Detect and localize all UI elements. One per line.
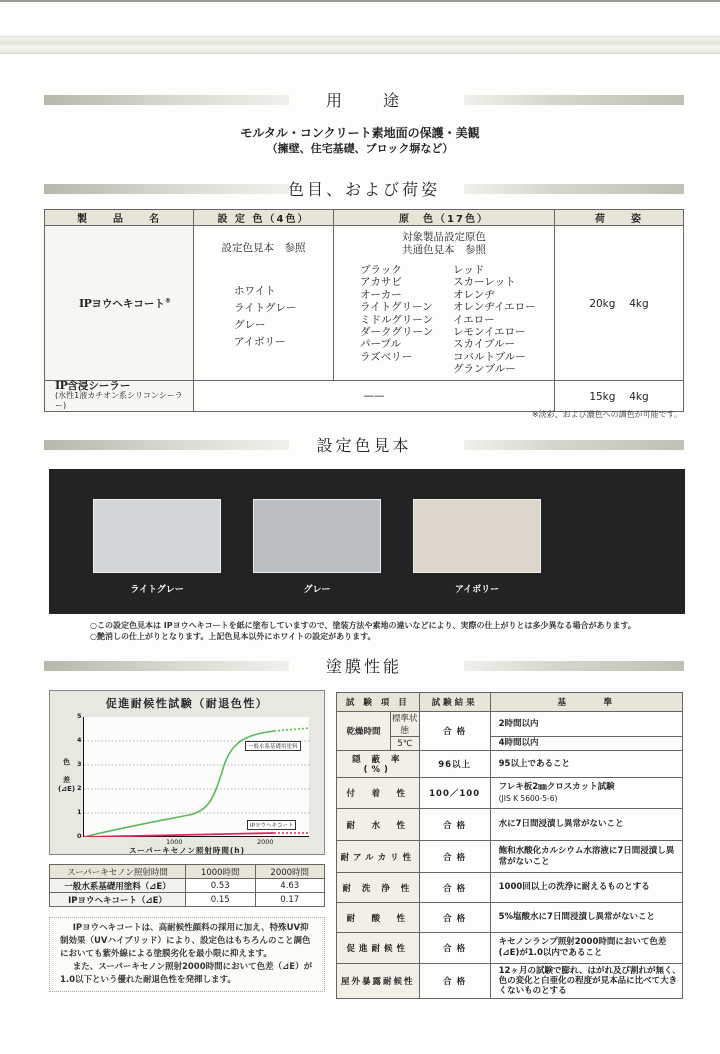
swatch-label: アイボリー: [454, 585, 500, 595]
base-ref-1: 対象製品設定原色: [402, 231, 486, 243]
table-row: [50, 879, 325, 893]
use-description: モルタル・コンクリート素地面の保護・美観: [240, 126, 480, 140]
swatch-light-gray: [93, 499, 221, 573]
test-result: 合 格: [419, 712, 490, 751]
table-row: [337, 964, 683, 999]
y-tick: 4: [77, 736, 82, 744]
base-color: オレンヂ: [453, 288, 495, 301]
packaging: 15kg 4kg: [555, 381, 684, 412]
col-header: 荷 姿: [555, 210, 684, 226]
section-title: 用 途: [325, 91, 402, 110]
product-name-text: ヨウヘキコート: [91, 297, 165, 310]
table-row: [45, 381, 684, 412]
swatch-gray: [253, 499, 381, 573]
table-row: [337, 778, 683, 809]
table-row: [337, 712, 683, 737]
table-row: [337, 903, 683, 933]
table-row: [45, 226, 684, 381]
test-result: 合 格: [419, 933, 490, 964]
section-header-swatches: [44, 435, 684, 455]
section-title: 設定色見本: [316, 436, 412, 455]
cell-value: 4.63: [255, 879, 325, 893]
y-tick: 3: [77, 760, 82, 768]
table-row: [337, 841, 683, 873]
table-row: [337, 751, 683, 778]
test-item: 耐 洗 浄 性: [337, 873, 420, 903]
test-subitem: 標準状態: [391, 712, 420, 737]
test-standard: [490, 778, 682, 809]
base-color: スカイブルー: [453, 338, 515, 351]
top-band: [0, 36, 720, 54]
x-axis-label: スーパーキセノン照射時間(h): [128, 846, 246, 855]
ip-logo: IP: [79, 296, 92, 310]
base-color: ミドルグリーン: [360, 313, 434, 326]
use-examples: （擁壁、住宅基礎、ブロック塀など）: [266, 142, 454, 155]
test-item: 乾燥時間: [337, 712, 391, 751]
base-color: イエロー: [453, 313, 495, 326]
chart-title: 促進耐候性試験（耐退色性）: [105, 697, 269, 710]
test-standard: 2時間以内: [490, 712, 682, 737]
performance-table: [336, 692, 683, 999]
product-name: [45, 226, 194, 381]
base-color: レッド: [453, 264, 485, 276]
plot-area: [83, 717, 309, 837]
test-item: 隠 蔽 率 (%): [337, 751, 420, 778]
registered-mark: ®: [164, 297, 171, 304]
base-color: オレンヂイエロー: [453, 301, 536, 314]
swatch-note: ○この設定色見本は IPヨウヘキコートを紙に塗布していますので、塗装方法や素地の違いなどにより、実際の仕上がりとは多少異なる場合があります。: [90, 621, 636, 630]
test-result: 合 格: [419, 841, 490, 873]
test-standard: 5%塩酸水に7日間浸漬し異常がないこと: [490, 903, 682, 933]
test-result: 合 格: [419, 809, 490, 841]
y-tick: 2: [77, 784, 82, 792]
base-color: ライトグリーン: [360, 301, 433, 314]
section-header-performance: [44, 656, 684, 676]
weathering-chart: [49, 690, 325, 855]
base-ref-2: 共通色見本 参照: [402, 244, 486, 256]
swatch-panel: [49, 469, 685, 614]
x-tick: 1000: [166, 838, 183, 846]
legend-general-paint: 一般水系基礎用塗料: [245, 741, 301, 751]
col-header: 1000時間: [186, 865, 256, 879]
base-color: ブラック: [360, 264, 402, 276]
standard-line: フレキ板2㎜クロスカット試験: [498, 782, 615, 792]
col-header: 設 定 色（4色）: [194, 210, 334, 226]
set-color-ref: 設定色見本 参照: [221, 242, 306, 254]
col-header: 製 品 名: [45, 210, 194, 226]
table-row: [50, 893, 325, 907]
y-tick: 5: [77, 712, 82, 720]
product-table: [44, 209, 684, 412]
base-color: スカーレット: [453, 276, 516, 289]
y-tick: 0: [77, 832, 82, 840]
section-header-use: [44, 90, 684, 110]
col-header: 原 色（17色）: [334, 210, 555, 226]
base-color: オーカー: [360, 288, 402, 301]
base-color: パープル: [360, 338, 402, 351]
swatch-notes: [90, 620, 636, 642]
table-row: [337, 873, 683, 903]
col-header: 試験結果: [419, 693, 490, 712]
packaging: 20kg 4kg: [555, 226, 684, 381]
base-color: コバルトブルー: [453, 350, 526, 363]
base-color: レモンイエロー: [453, 326, 526, 339]
test-item: 付 着 性: [337, 778, 420, 809]
base-color: ダークグリーン: [360, 326, 434, 339]
color-footnote: ※淡彩、および濃色への調色が可能です。: [531, 410, 682, 419]
test-result: 96以上: [419, 751, 490, 778]
base-color: ラズベリー: [360, 350, 413, 363]
standard-line: (JIS K 5600-5-6): [498, 794, 558, 803]
product-name: [45, 381, 194, 412]
cell-value: 0.17: [255, 893, 325, 907]
description-paragraph: IPヨウヘキコートは、高耐候性顔料の採用に加え、特殊UV抑制効果（UVハイブリッド）により、設定色はもちろんのこと調色においても紫外線による塗膜劣化を最小限に抑えます。: [60, 923, 311, 959]
test-subitem: 5℃: [391, 737, 420, 751]
chart-lines: [84, 717, 310, 837]
test-item: 耐 水 性: [337, 809, 420, 841]
test-item: 耐アルカリ性: [337, 841, 420, 873]
y-tick: 1: [77, 808, 82, 816]
product-name-text: 含浸シーラー: [67, 380, 131, 392]
section-title: 塗膜性能: [325, 657, 402, 676]
test-result: 合 格: [419, 873, 490, 903]
base-color: アカサビ: [360, 276, 402, 289]
swatch-label: グレー: [303, 585, 331, 595]
test-item: 耐 酸 性: [337, 903, 420, 933]
description-box: [49, 917, 325, 992]
delta-e-table: [49, 864, 325, 907]
set-color-item: ライトグレー: [234, 302, 297, 314]
set-color-item: グレー: [234, 319, 266, 331]
row-label: IPヨウヘキコート（⊿E）: [50, 893, 186, 907]
set-colors-cell: [194, 226, 334, 381]
swatch-label: ライトグレー: [130, 585, 184, 595]
test-standard: 飽和水酸化カルシウム水溶液に7日間浸漬し異常がないこと: [490, 841, 682, 873]
test-standard: 4時間以内: [490, 737, 682, 751]
set-color-item: ホワイト: [234, 285, 276, 297]
test-standard: 12ヶ月の試験で膨れ、はがれ及び割れが無く、色の変化と白亜化の程度が見本品に比べて大きくないものとする: [490, 964, 682, 999]
set-color-item: アイボリー: [234, 336, 286, 348]
set-color-none: ——: [194, 381, 555, 412]
test-result: 100／100: [419, 778, 490, 809]
col-header: 2000時間: [255, 865, 325, 879]
base-color: グランブルー: [453, 363, 516, 376]
test-standard: 1000回以上の洗浄に耐えるものとする: [490, 873, 682, 903]
table-row: [337, 933, 683, 964]
test-result: 合 格: [419, 964, 490, 999]
y-axis-label: 色 差 (⊿E): [58, 758, 76, 793]
legend-ip-yohekicoat: IPヨウヘキコート: [247, 820, 296, 830]
row-label: 一般水系基礎用塗料（⊿E）: [50, 879, 186, 893]
test-standard: 95以上であること: [490, 751, 682, 778]
table-row: [337, 809, 683, 841]
x-tick: 2000: [257, 838, 274, 846]
swatch-note: ○艶消しの仕上がりとなります。上記色見本以外にホワイトの設定があります。: [90, 632, 376, 641]
base-colors-cell: [334, 226, 555, 381]
col-header: スーパーキセノン照射時間: [50, 865, 186, 879]
description-paragraph: また、スーパーキセノン照射2000時間において色差（⊿E）が1.0以下という優れた耐退色性を発揮します。: [60, 962, 313, 985]
product-subtitle: (水性1液カチオン系シリコンシーラー): [55, 391, 183, 410]
cell-value: 0.53: [186, 879, 256, 893]
test-result: 合 格: [419, 903, 490, 933]
test-item: 屋外暴露耐候性: [337, 964, 420, 999]
swatch-ivory: [413, 499, 541, 573]
section-title: 色目、および荷姿: [287, 180, 440, 199]
test-standard: キセノンランプ照射2000時間において色差(⊿E)が1.0以内であること: [490, 933, 682, 964]
test-standard: 水に7日間浸漬し異常がないこと: [490, 809, 682, 841]
cell-value: 0.15: [186, 893, 256, 907]
ip-logo: IP: [55, 379, 68, 392]
col-header: 試 験 項 目: [337, 693, 420, 712]
test-item: 促進耐候性: [337, 933, 420, 964]
section-header-colors: [44, 179, 684, 199]
top-rule: [0, 0, 720, 2]
col-header: 基 準: [490, 693, 682, 712]
